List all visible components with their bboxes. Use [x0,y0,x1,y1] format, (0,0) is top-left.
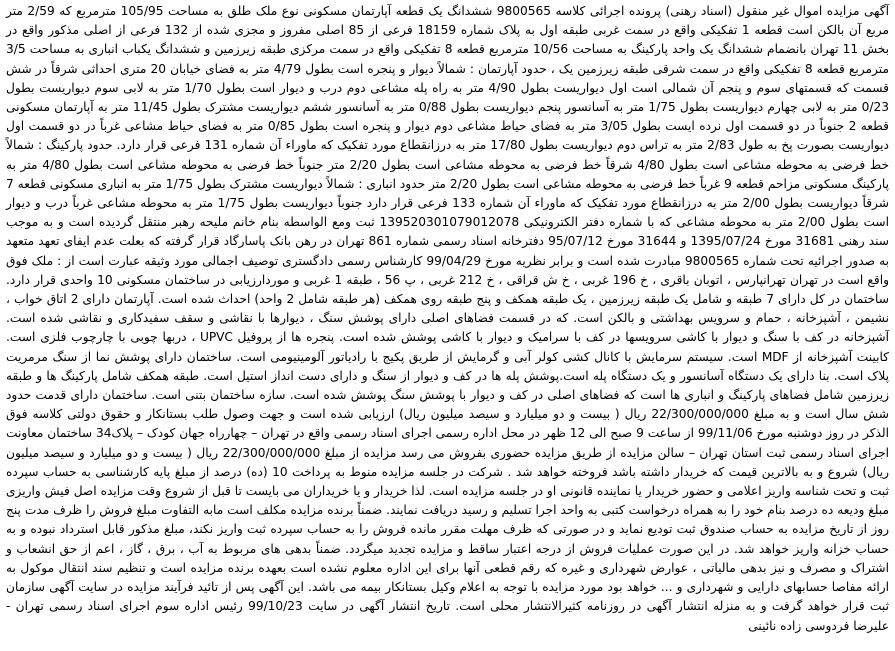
auction-notice-text: آگهی مزایده اموال غیر منقول (اسناد رهنی) پرونده اجرائی کلاسه 9800565 ششدانگ یک قطعه آپارتمان مسکونی نوع ملک طلق به مساحت 105/95 مترمربع که 2/59 متر مربع آن بالکن است قطعه 1 تفکیکی واقع در سمت غربی طبقه اول به پلاک شماره 18159 فرعی از 85 اصلی مفروز و مجزی شده از 132 فرعی از اصلی مذکور واقع در بخش 11 تهران بانضمام ششدانگ یک واحد پارکینگ به مساحت 10/56 مترمربع قطعه 8 تفکیکی واقع در سمت مرکزی طبقه زیرزمین و ششدانگ یکباب انباری به مساحت 3/5 مترمربع قطعه 8 تفکیکی واقع در سمت شرقی طبقه زیرزمین یک ، حدود آپارتمان : شمالاً دیوار و پنجره است بطول 4/79 متر به فضای خیابان 20 متری احداثی شرقاً در شش قسمت که قسمتهای سوم و پنجم آن شمالی است اول دیواریست بطول 4/90 متر به راه پله مشاعی دوم درب و دیوار است بطول 1/70 متر به لابی سوم دیواریست بطول 0/23 متر به لابی چهارم دیواریست بطول 1/75 متر به آسانسور پنجم دیواریست بطول 0/88 متر به آسانسور ششم دیواریست مشترک بطول 11/45 متر به آپارتمان مسکونی قطعه 2 جنوباً در دو قسمت اول نرده ایست بطول 3/05 متر به فضای حیاط مشاعی دوم دیوار و پنجره است بطول 0/85 متر به فضای حیاط مشاعی غرباً در دو قسمت اول دیواریست بصورت پخ به طول 2/83 متر به تراس دوم دیواریست بطول 17/80 متر به درزانقطاع مورد تفکیک که ماوراء آن شماره 131 فرعی قرار دارد. حدود پارکینگ : شمالاً خط فرضی به محوطه مشاعی است بطول 4/80 شرقاً خط فرضی به محوطه مشاعی است بطول 2/20 متر جنوباً خط فرضی به محوطه مشاعی است بطول 4/80 متر به پارکینگ مسکونی مزاحم قطعه 9 غرباً خط فرضی به محوطه مشاعی است بطول 2/20 متر حدود انباری : شمالاً دیواریست مشترک بطول 1/75 متر به انباری مسکونی قطعه 7 شرقاً دیواریست بطول 2/00 متر به درزانقطاع مورد تفکیک که ماوراء آن شماره 133 فرعی قرار دارد جنوباً دیواریست بطول 1/75 متر به محوطه مشاعی غرباً درب و دیوار است بطول 2/00 متر به محوطه مشاعی که با شماره دفتر الکترونیکی 139520301079012078 ثبت ومع الواسطه بنام خانم ملیحه رهبر منتقل گردیده است و به موجب سند رهنی 31681 مورخ 1395/07/24 و 31644 مورخ 95/07/12 دفترخانه اسناد رسمی شماره 861 تهران در رهن بانک پاسارگاد قرار گرفته که بعلت عدم ایفای تعهد متعهد به صدور اجرائیه تحت شماره 9800565 مبادرت شده است و برابر نظریه مورخ 99/04/29 کارشناس رسمی دادگستری توصیف اجمالی مورد وثیقه عبارت است از : ملک فوق واقع است در تهران تهرانپارس ، اتوبان باقری ، خ 196 غربی ، خ ش قراقی ، خ 212 غربی ، پ 56 ، طبقه 1 غربی و موردارزیابی در ساختمان مسکونی 10 واحدی قرار دارد. ساختمان در کل دارای 7 طبقه و شامل یک طبقه زیرزمین ، یک طبقه همکف و پنج طبقه روی همکف (هر طبقه شامل 2 واحد) احداث شده است. آپارتمان دارای 2 اتاق خواب ، نشیمن ، آشپزخانه ، حمام و سرویس بهداشتی و بالکن است. که در قسمت فضاهای اصلی دارای پوشش سنگ ، دیوارها با نقاشی و سقف سفیدکاری و نقاشی شده است. آشپزخانه در کف با سنگ و دیوار با کاشی سرویسها در کف با سرامیک و دیوار با کاشی پوشش شده است. پنجره ها از پروفیل UPVC ، دربها چوبی با چارچوب فلزی است. کابینت آشپزخانه از MDF است. سیستم سرمایش با کانال کشی کولر آبی و گرمایش از طریق پکیج با رادیاتور آلومینیومی است. ساختمان دارای پوشش نما از سنگ مرمریت پلاک است. بنا دارای یک دستگاه آسانسور و یک دستگاه پله است.پوشش پله ها در کف و دیوار از سنگ و دارای دست انداز استیل است. طبقه همکف شامل پارکینگ ها و طبقه زیرزمین شامل فضاهای پارکینگ و انباری ها است که فضاهای اصلی در کف و دیوار با پوشش سنگ پوشش شده است. سازه ساختمان بتنی است. ساختمان دارای قدمت حدود شش سال است و به مبلغ 22/300/000/000 ریال ( بیست و دو میلیارد و سیصد میلیون ریال) ارزیابی شده است و جهت وصول طلب بستانکار و حقوق دولتی کلاسه فوق الذکر در روز دوشنبه مورخ 99/11/06 از ساعت 9 صبح الی 12 ظهر در محل اداره رسمی اجرای اسناد رسمی واقع در تهران – چهارراه جهان کودک – پلاک34 ساختمان معاونت اجرای اسناد رسمی ثبت استان تهران – سالن مزایده از طریق مزایده حضوری بفروش می رسد مزایده از مبلغ 22/300/000/000 ریال ( بیست و دو میلیارد و سیصد میلیون ریال) شروع و به بالاترین قیمت که خریدار داشته باشد فروخته خواهد شد . شرکت در جلسه مزایده منوط به پرداخت 10 (ده) درصد از مبلغ پایه کارشناسی به حساب سپرده ثبت و تحت شناسه واریز اعلامی و حضور خریدار یا نماینده قانونی او در جلسه مزایده است. لذا خریدار و یا خریداران می بایست تا قبل از شروع وقت مزایده اصل فیش واریزی مبلغ ودیعه ده درصد بنام خود را به همراه درخواست کتبی به واحد اجرا تسلیم و رسید دریافت نمایند. ضمناً برنده مزایده مکلف است مابه التفاوت مبلغ فروش را ظرف مدت پنج روز از تاریخ مزایده به حساب صندوق ثبت تودیع نماید و در صورتی که ظرف مهلت مقرر مانده فروش را به حساب سپرده ثبت واریز نکند، مبلغ مذکور قابل استرداد نبوده و به حساب خزانه واریز خواهد شد. در این صورت عملیات فروش از درجه اعتبار ساقط و مزایده تجدید میگردد. ضمناً بدهی های مربوط به آب ، برق ، گاز ، اعم از حق انشعاب و اشتراک و مصرف و نیز بدهی مالیاتی ، عوارض شهرداری و غیره که رقم قطعی آنها برای این اداره معلوم نشده است بعهده برنده مزایده است و تنظیم سند انتقال موکول به ارائه مفاصا حسابهای دارایی و شهرداری و ... خواهد بود مورد مزایده با توجه به اعلام وکیل بستانکار بیمه می باشد. این آگهی پس از تائید فرآیند مزایده در سایت آگهی سازمان ثبت قرار خواهد گرفت و به منزله انتشار آگهی در روزنامه کثیرالانتشار محلی است. تاریخ انتشار آگهی در سایت 99/10/23 رئیس اداره سوم اجرای اسناد رسمی تهران - علیرضا فردوسی زاده نائینی [6,4,890,633]
